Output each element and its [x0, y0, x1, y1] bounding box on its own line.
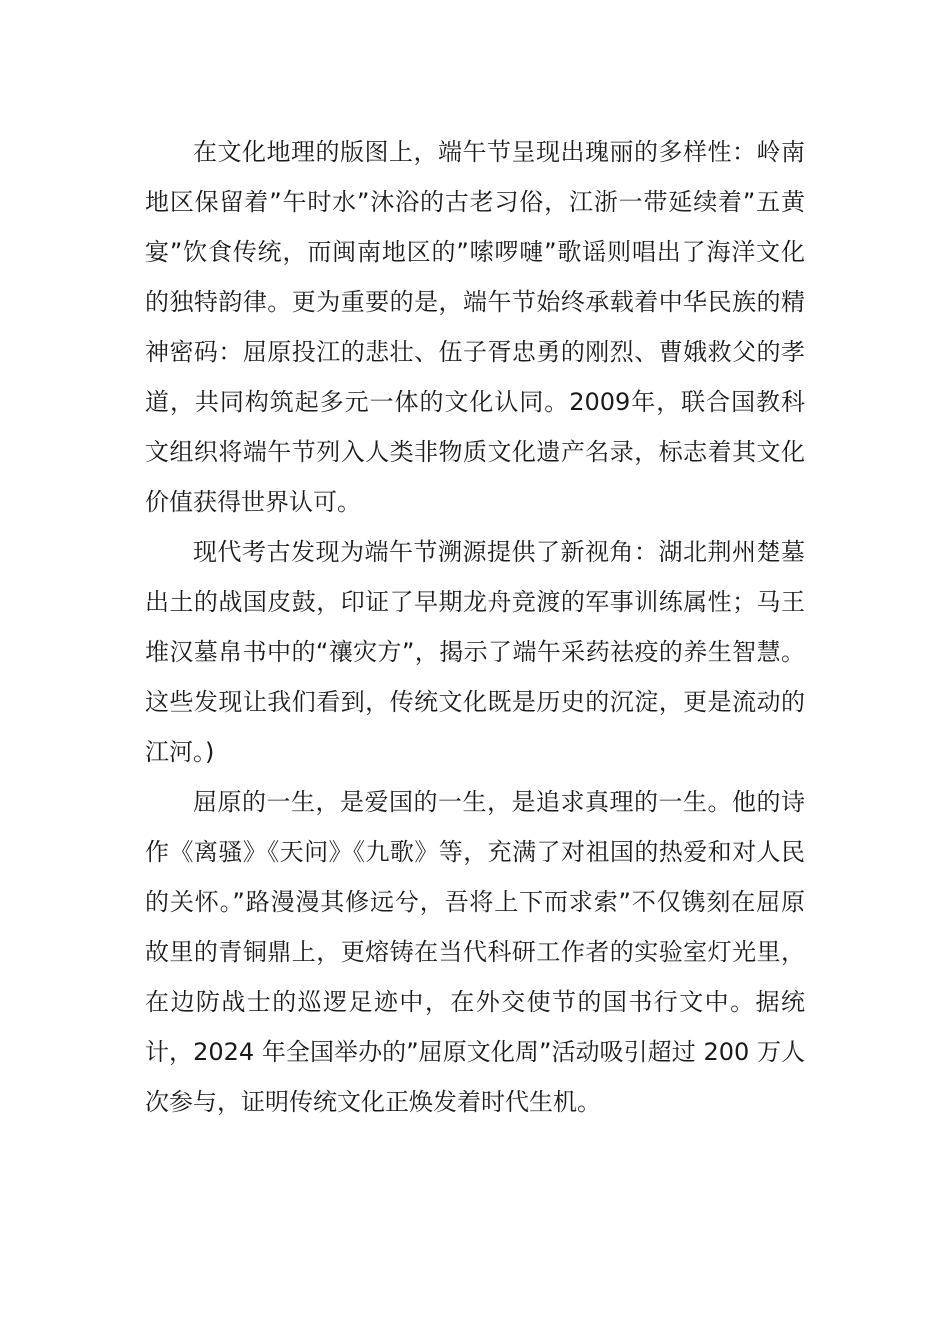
- paragraph-cultural-geography: 在文化地理的版图上，端午节呈现出瑰丽的多样性：岭南地区保留着”午时水”沐浴的古老习俗，江浙一带延续着”五黄宴”饮食传统，而闽南地区的”嗦啰嗹”歌谣则唱出了海洋文化的独特韵律。更为重要的是，端午节始终承载着中华民族的精神密码：屈原投江的悲壮、伍子胥忠勇的刚烈、曹娥救父的孝道，共同构筑起多元一体的文化认同。2009年，联合国教科文组织将端午节列入人类非物质文化遗产名录，标志着其文化价值获得世界认可。: [145, 138, 805, 516]
- paragraph-qu-yuan: 屈原的一生，是爱国的一生，是追求真理的一生。他的诗作《离骚》《天问》《九歌》等，充满了对祖国的热爱和对人民的关怀。”路漫漫其修远兮，吾将上下而求索”不仅镌刻在屈原故里的青铜鼎上，更熔铸在当代科研工作者的实验室灯光里，在边防战士的巡逻足迹中，在外交使节的国书行文中。据统计，2024 年全国举办的”屈原文化周”活动吸引超过 200 万人次参与，证明传统文化正焕发着时代生机。: [145, 788, 805, 1116]
- document-body: [145, 127, 805, 1127]
- paragraph-archaeology: 现代考古发现为端午节溯源提供了新视角：湖北荆州楚墓出土的战国皮鼓，印证了早期龙舟竞渡的军事训练属性；马王堆汉墓帛书中的“禳灾方”，揭示了端午采药祛疫的养生智慧。这些发现让我们看到，传统文化既是历史的沉淀，更是流动的江河。): [145, 538, 805, 766]
